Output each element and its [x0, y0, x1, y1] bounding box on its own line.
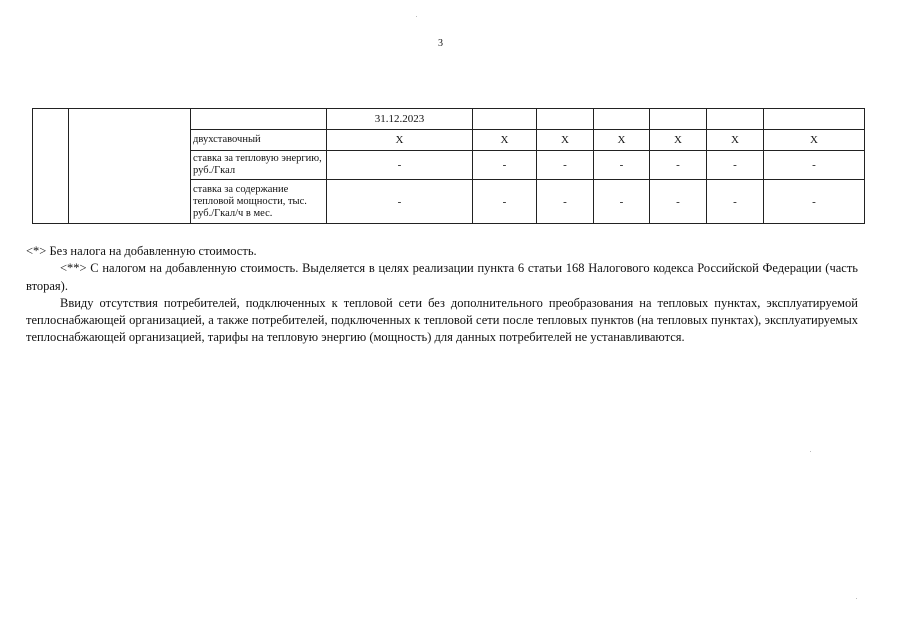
table-cell: - [537, 180, 594, 224]
page-number: 3 [438, 38, 443, 49]
table-cell: X [594, 130, 650, 151]
table-cell-empty [707, 109, 764, 130]
table-cell: - [473, 180, 537, 224]
footnote-vat-included: <**> С налогом на добавленную стоимость. Выделяется в целях реализации пункта 6 статьи 168 Налогового кодекса Российской Федерации (часть вторая). [26, 261, 858, 293]
row-label: ставка за содержание тепловой мощности, тыс. руб./Гкал/ч в мес. [191, 180, 327, 224]
scan-speck [416, 16, 417, 17]
table-row-date [33, 109, 865, 130]
table-cell: - [650, 151, 707, 180]
table-cell-empty-index [33, 109, 69, 224]
table-cell-empty [650, 109, 707, 130]
scan-speck [810, 451, 811, 452]
table-cell: - [327, 180, 473, 224]
table-cell-date: 31.12.2023 [327, 109, 473, 130]
table-cell: X [327, 130, 473, 151]
table-cell: X [707, 130, 764, 151]
row-label: двухставочный [191, 130, 327, 151]
tariff-table [32, 108, 865, 224]
table-cell-empty-org [69, 109, 191, 224]
table-cell: - [764, 180, 865, 224]
scan-speck [856, 598, 857, 599]
table-cell: - [537, 151, 594, 180]
notes-section [26, 243, 858, 347]
table-cell: X [764, 130, 865, 151]
table-cell: - [707, 180, 764, 224]
table-cell: - [707, 151, 764, 180]
table-cell: - [650, 180, 707, 224]
table-cell-empty [191, 109, 327, 130]
table-cell: X [473, 130, 537, 151]
table-cell-empty [537, 109, 594, 130]
table-cell: X [537, 130, 594, 151]
row-label: ставка за тепловую энергию, руб./Гкал [191, 151, 327, 180]
table-cell-empty [473, 109, 537, 130]
table-cell: X [650, 130, 707, 151]
table-cell: - [473, 151, 537, 180]
footnote-vat-excluded: <*> Без налога на добавленную стоимость. [26, 244, 257, 258]
table-cell-empty [764, 109, 865, 130]
table-cell-empty [594, 109, 650, 130]
table-cell: - [764, 151, 865, 180]
table-cell: - [327, 151, 473, 180]
body-paragraph: Ввиду отсутствия потребителей, подключенных к тепловой сети без дополнительного преобразования на тепловых пунктах, эксплуатируемой теплоснабжающей организацией, а также потребителей, подключенных к тепловой сети после тепловых пунктов (на тепловых пунктах), эксплуатируемых теплоснабжающей организацией, тарифы на тепловую энергию (мощность) для данных потребителей не устанавливаются. [26, 295, 858, 345]
table-cell: - [594, 151, 650, 180]
table-cell: - [594, 180, 650, 224]
